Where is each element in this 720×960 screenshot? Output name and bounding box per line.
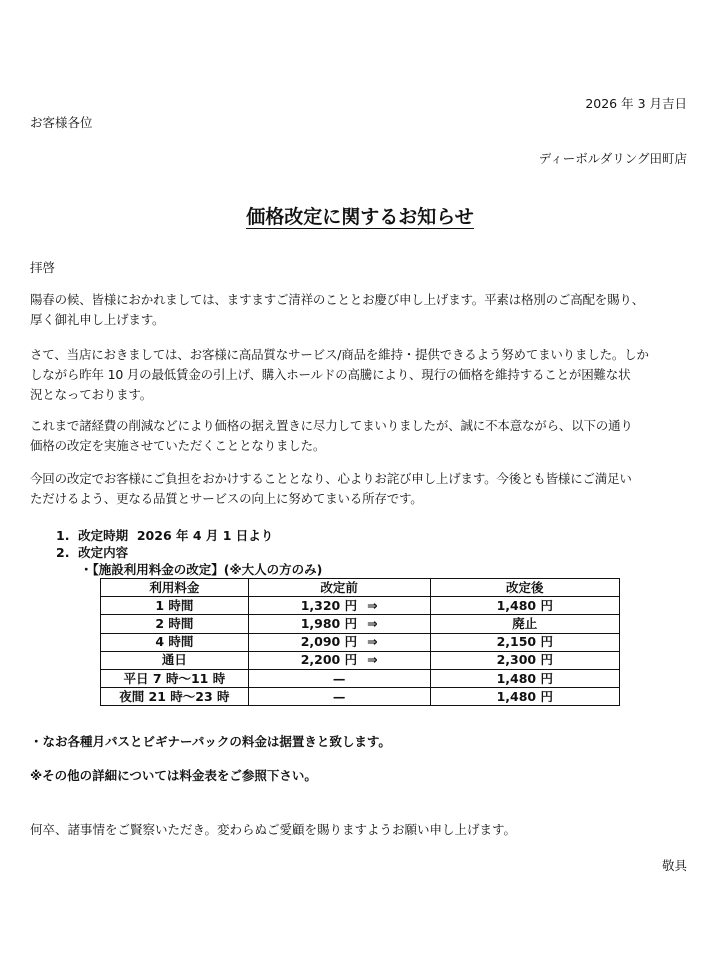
table-caption: ・【施設利用料金の改定】(※大人の方のみ) — [80, 562, 323, 577]
paragraph-1: 陽春の候、皆様におかれましては、ますますご清祥のこととお慶び申し上げます。平素は格別のご高配を賜り、 厚く御礼申し上げます。 — [30, 292, 645, 327]
table-row: 通日 2,200 円 ⇒ 2,300 円 — [101, 651, 620, 669]
table-row: 4 時間 2,090 円 ⇒ 2,150 円 — [101, 633, 620, 651]
note-passes: ・なお各種月パスとビギナーパックの料金は据置きと致します。 — [30, 734, 391, 749]
arrow-icon: ⇒ — [367, 597, 378, 613]
sender-name: ディーボルダリング田町店 — [538, 151, 687, 166]
greeting-open: 拝啓 — [30, 260, 56, 275]
table-row: 夜間 21 時〜23 時 — 1,480 円 — [101, 688, 620, 706]
item-revision-content: 2. 改定内容 — [56, 545, 129, 560]
note-details: ※その他の詳細については料金表をご参照下さい。 — [30, 768, 317, 783]
paragraph-4: 今回の改定でお客様にご負担をおかけすることとなり、心よりお詫び申し上げます。今後とも皆様にご満足い ただけるよう、更なる品質とサービスの向上に努めてまいる所存です。 — [30, 471, 632, 506]
table-header-row — [101, 579, 620, 597]
price-table — [100, 578, 620, 706]
table-row: 平日 7 時〜11 時 — 1,480 円 — [101, 669, 620, 687]
table-row: 2 時間 1,980 円 ⇒ 廃止 — [101, 615, 620, 633]
arrow-icon: ⇒ — [367, 652, 378, 668]
page-title: 価格改定に関するお知らせ — [246, 206, 474, 228]
greeting-close: 敬具 — [661, 858, 687, 873]
paragraph-2: さて、当店におきましては、お客様に高品質なサービス/商品を維持・提供できるよう努めてまいりました。しか しながら昨年 10 月の最低賃金の引上げ、購入ホールドの高騰により、現行の価格を維持することが困難な状 況となっております。 — [30, 347, 649, 402]
item-revision-date: 1. 改定時期 2026 年 4 月 1 日より — [56, 528, 274, 543]
arrow-icon: ⇒ — [367, 634, 378, 650]
header-plan: 利用料金 — [101, 579, 249, 597]
header-after: 改定後 — [430, 579, 619, 597]
date: 2026 年 3 月吉日 — [585, 96, 687, 111]
paragraph-3: これまで諸経費の削減などにより価格の据え置きに尽力してまいりましたが、誠に不本意ながら、以下の通り 価格の改定を実施させていただくこととなりました。 — [30, 418, 633, 453]
header-before: 改定前 — [248, 579, 430, 597]
table-row: 1 時間 1,320 円 ⇒ 1,480 円 — [101, 597, 620, 615]
closing-sentence: 何卒、諸事情をご賢察いただき。変わらぬご愛顧を賜りますようお願い申し上げます。 — [30, 822, 517, 837]
addressee: お客様各位 — [30, 115, 93, 130]
arrow-icon: ⇒ — [367, 615, 378, 631]
